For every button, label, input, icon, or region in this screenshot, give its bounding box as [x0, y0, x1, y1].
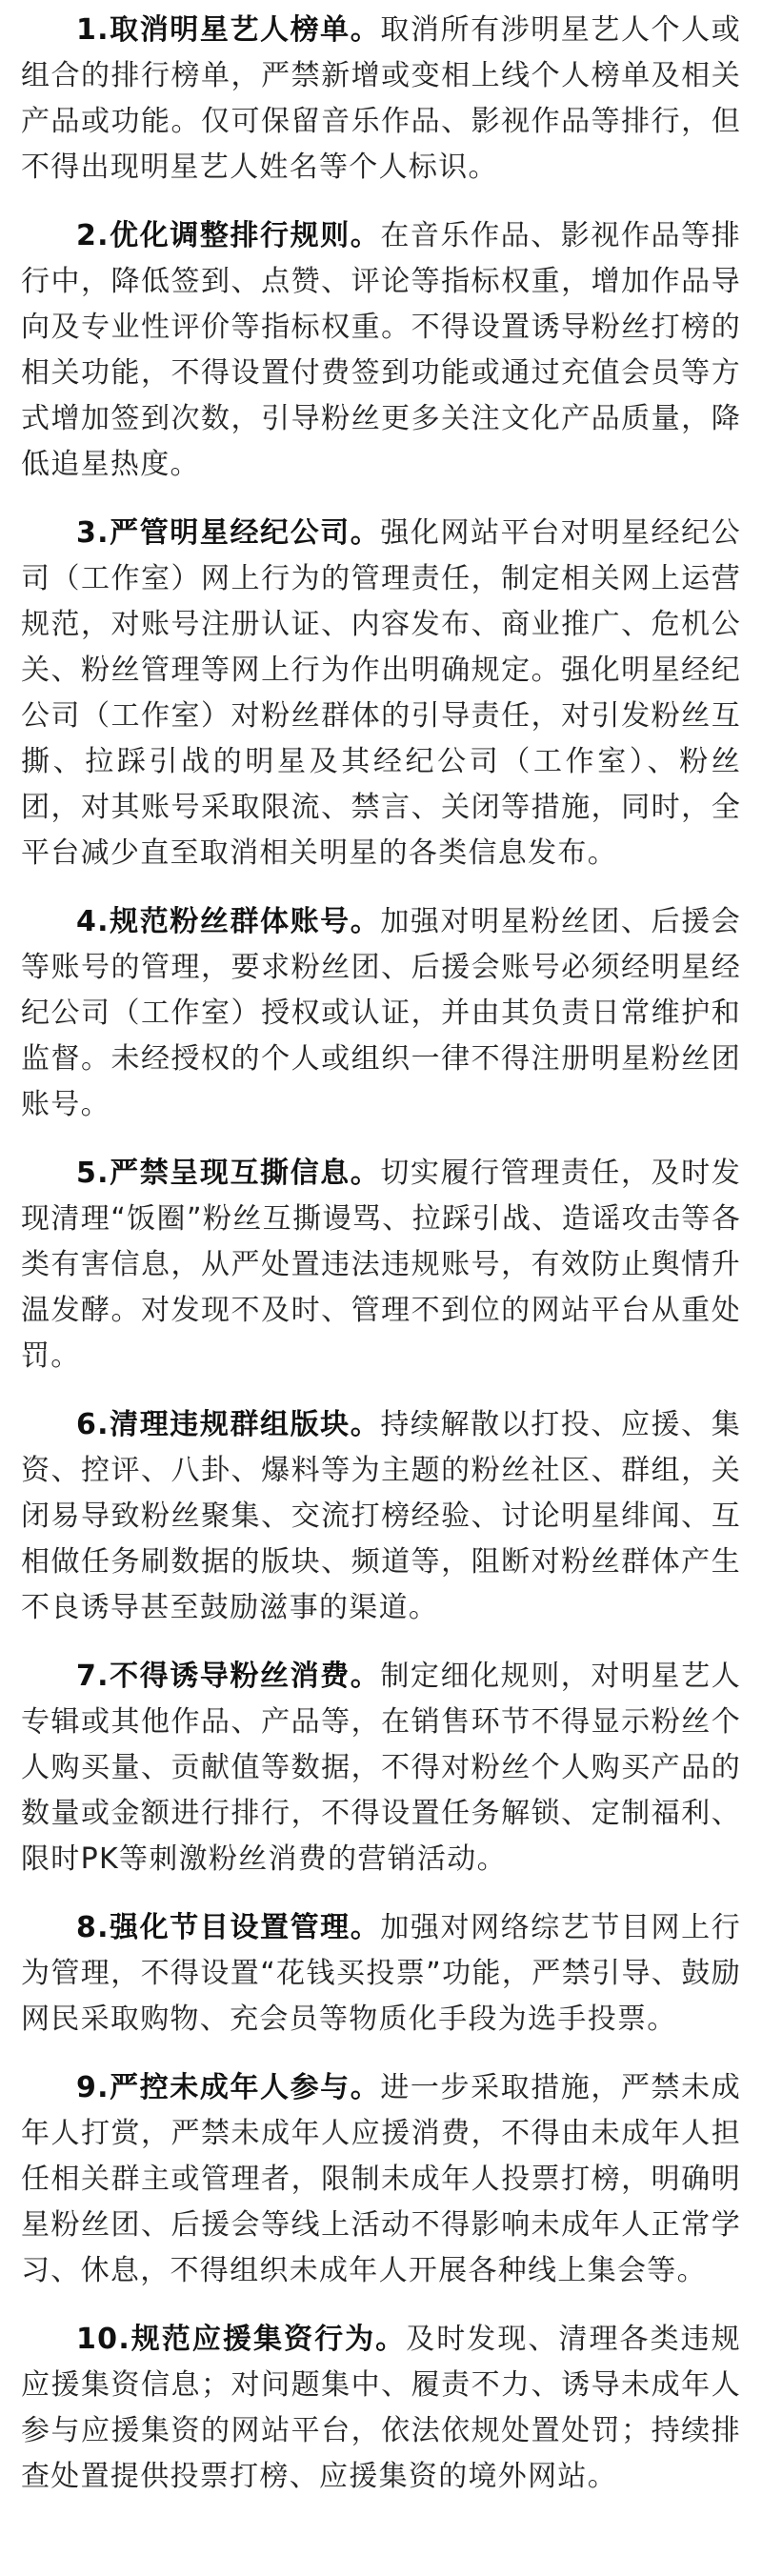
rule-3	[21, 511, 741, 876]
rule-4	[21, 899, 741, 1128]
rule-body: 加强对明星粉丝团、后援会等账号的管理，要求粉丝团、后援会账号必须经明星经纪公司（工作室）授权或认证，并由其负责日常维护和监督。未经授权的个人或组织一律不得注册明星粉丝团账号。	[21, 905, 741, 1121]
rule-1	[21, 0, 741, 191]
rule-6	[21, 1402, 741, 1631]
rule-body: 取消所有涉明星艺人个人或组合的排行榜单，严禁新增或变相上线个人榜单及相关产品或功能。仅可保留音乐作品、影视作品等排行，但不得出现明星艺人姓名等个人标识。	[21, 13, 741, 184]
rule-heading: 5.严禁呈现互撕信息。	[76, 1157, 381, 1190]
rule-body: 强化网站平台对明星经纪公司（工作室）网上行为的管理责任，制定相关网上运营规范，对账号注册认证、内容发布、商业推广、危机公关、粉丝管理等网上行为作出明确规定。强化明星经纪公司（工作室）对粉丝群体的引导责任，对引发粉丝互撕、拉踩引战的明星及其经纪公司（工作室）、粉丝团，对其账号采取限流、禁言、关闭等措施，同时，全平台减少直至取消相关明星的各类信息发布。	[21, 516, 741, 870]
rule-body: 加强对网络综艺节目网上行为管理，不得设置“花钱买投票”功能，严禁引导、鼓励网民采取购物、充会员等物质化手段为选手投票。	[21, 1911, 741, 2036]
rule-heading: 2.优化调整排行规则。	[76, 219, 381, 252]
rule-heading: 6.清理违规群组版块。	[76, 1408, 381, 1441]
rule-body: 持续解散以打投、应援、集资、控评、八卦、爆料等为主题的粉丝社区、群组，关闭易导致粉丝聚集、交流打榜经验、讨论明星绯闻、互相做任务刷数据的版块、频道等，阻断对粉丝群体产生不良诱导甚至鼓励滋事的渠道。	[21, 1408, 741, 1624]
rule-heading: 7.不得诱导粉丝消费。	[76, 1660, 381, 1693]
rule-9	[21, 2065, 741, 2294]
rule-heading: 4.规范粉丝群体账号。	[76, 905, 381, 938]
rule-10	[21, 2317, 741, 2500]
rule-heading: 9.严控未成年人参与。	[76, 2071, 381, 2104]
rule-heading: 1.取消明星艺人榜单。	[76, 13, 381, 47]
rule-body: 切实履行管理责任，及时发现清理“饭圈”粉丝互撕谩骂、拉踩引战、造谣攻击等各类有害信息，从严处置违法违规账号，有效防止舆情升温发酵。对发现不及时、管理不到位的网站平台从重处罚。	[21, 1157, 741, 1373]
rule-8	[21, 1905, 741, 2043]
rule-body: 制定细化规则，对明星艺人专辑或其他作品、产品等，在销售环节不得显示粉丝个人购买量、贡献值等数据，不得对粉丝个人购买产品的数量或金额进行排行，不得设置任务解锁、定制福利、限时PK等刺激粉丝消费的营销活动。	[21, 1660, 741, 1876]
rule-heading: 8.强化节目设置管理。	[76, 1911, 381, 1944]
rule-heading: 3.严管明星经纪公司。	[76, 516, 381, 550]
rule-body: 在音乐作品、影视作品等排行中，降低签到、点赞、评论等指标权重，增加作品导向及专业性评价等指标权重。不得设置诱导粉丝打榜的相关功能，不得设置付费签到功能或通过充值会员等方式增加签到次数，引导粉丝更多关注文化产品质量，降低追星热度。	[21, 219, 741, 481]
rule-2	[21, 213, 741, 488]
rule-5	[21, 1151, 741, 1379]
rule-7	[21, 1654, 741, 1882]
rule-body: 及时发现、清理各类违规应援集资信息；对问题集中、履责不力、诱导未成年人参与应援集资的网站平台，依法依规处置处罚；持续排查处置提供投票打榜、应援集资的境外网站。	[21, 2323, 741, 2493]
rule-body: 进一步采取措施，严禁未成年人打赏，严禁未成年人应援消费，不得由未成年人担任相关群主或管理者，限制未成年人投票打榜，明确明星粉丝团、后援会等线上活动不得影响未成年人正常学习、休息，不得组织未成年人开展各种线上集会等。	[21, 2071, 741, 2287]
rule-heading: 10.规范应援集资行为。	[76, 2323, 407, 2356]
